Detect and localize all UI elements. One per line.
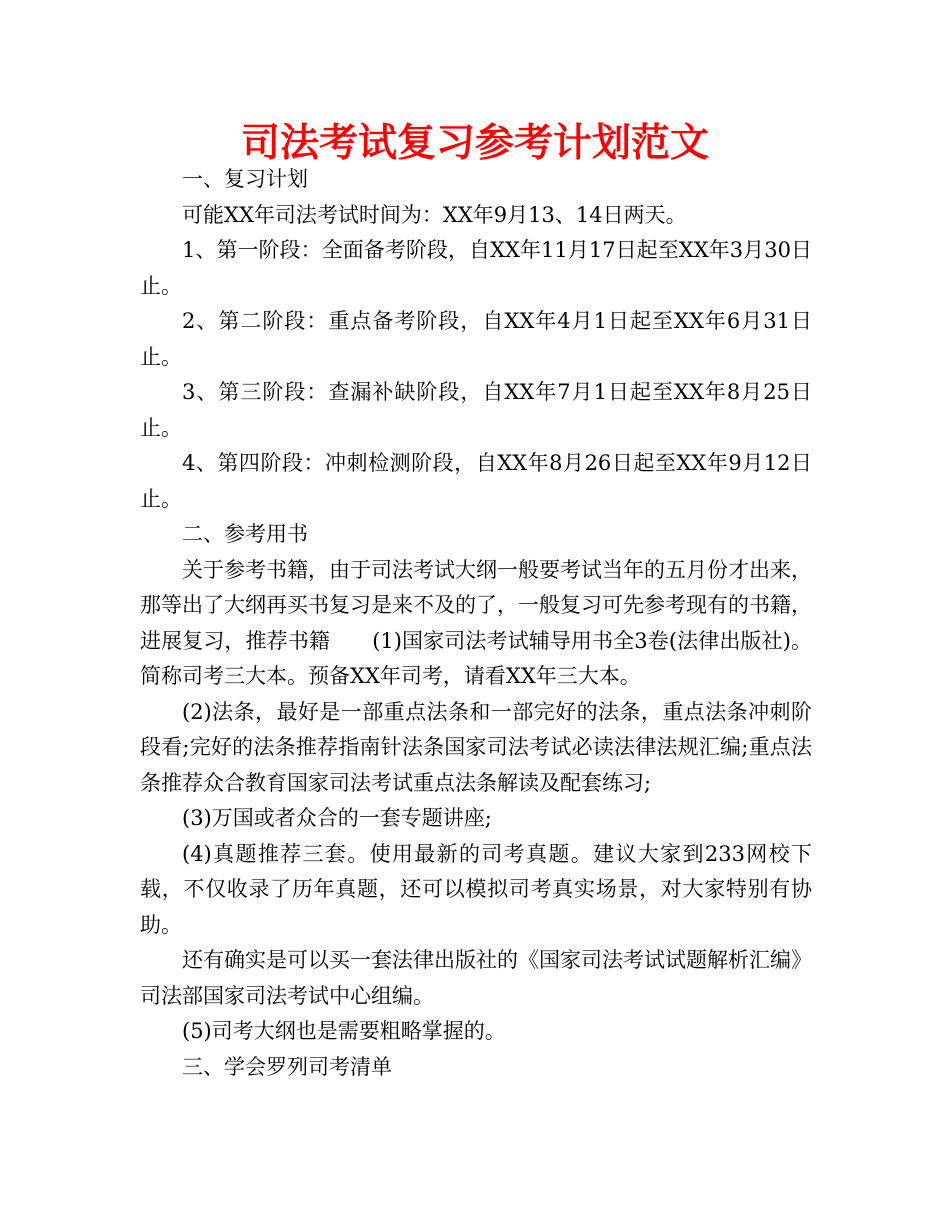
- lectures-paragraph: (3)万国或者众合的一套专题讲座;: [182, 806, 492, 830]
- reference-books-paragraph: 关于参考书籍，由于司法考试大纲一般要考试当年的五月份才出来，那等出了大纲再买书复习是来不及的了，一般复习可先参考现有的书籍，进展复习，推荐书籍 (1)国家司法考试辅导用书全3卷(法律出版社)。简称司考三大本。预备XX年司考，请看XX年三大本。: [140, 557, 812, 688]
- stage-four-paragraph: 4、第四阶段：冲刺检测阶段，自XX年8月26日起至XX年9月12日止。: [140, 451, 812, 511]
- statutes-paragraph: (2)法条，最好是一部重点法条和一部完好的法条，重点法条冲刺阶段看;完好的法条推荐指南针法条国家司法考试必读法律法规汇编;重点法条推荐众合教育国家司法考试重点法条解读及配套练习;: [140, 699, 812, 795]
- past-exams-paragraph: (4)真题推荐三套。使用最新的司考真题。建议大家到233网校下载，不仅收录了历年真题，还可以模拟司考真实场景，对大家特别有协助。: [140, 841, 812, 937]
- stage-one-paragraph: 1、第一阶段：全面备考阶段，自XX年11月17日起至XX年3月30日止。: [140, 238, 812, 298]
- analysis-compilation-paragraph: 还有确实是可以买一套法律出版社的《国家司法考试试题解析汇编》司法部国家司法考试中心组编。: [140, 948, 812, 1008]
- stage-two-paragraph: 2、第二阶段：重点备考阶段，自XX年4月1日起至XX年6月31日止。: [140, 309, 812, 369]
- stage-three-paragraph: 3、第三阶段：查漏补缺阶段，自XX年7月1日起至XX年8月25日止。: [140, 380, 812, 440]
- document-title: 司法考试复习参考计划范文: [240, 121, 709, 166]
- document-body: [140, 162, 812, 1085]
- section-heading-reference-books: 二、参考用书: [182, 522, 308, 546]
- section-heading-review-plan: 一、复习计划: [182, 167, 308, 191]
- syllabus-paragraph: (5)司考大纲也是需要粗略掌握的。: [182, 1019, 506, 1043]
- exam-date-paragraph: 可能XX年司法考试时间为：XX年9月13、14日两天。: [182, 202, 687, 227]
- section-heading-checklist: 三、学会罗列司考清单: [182, 1054, 392, 1079]
